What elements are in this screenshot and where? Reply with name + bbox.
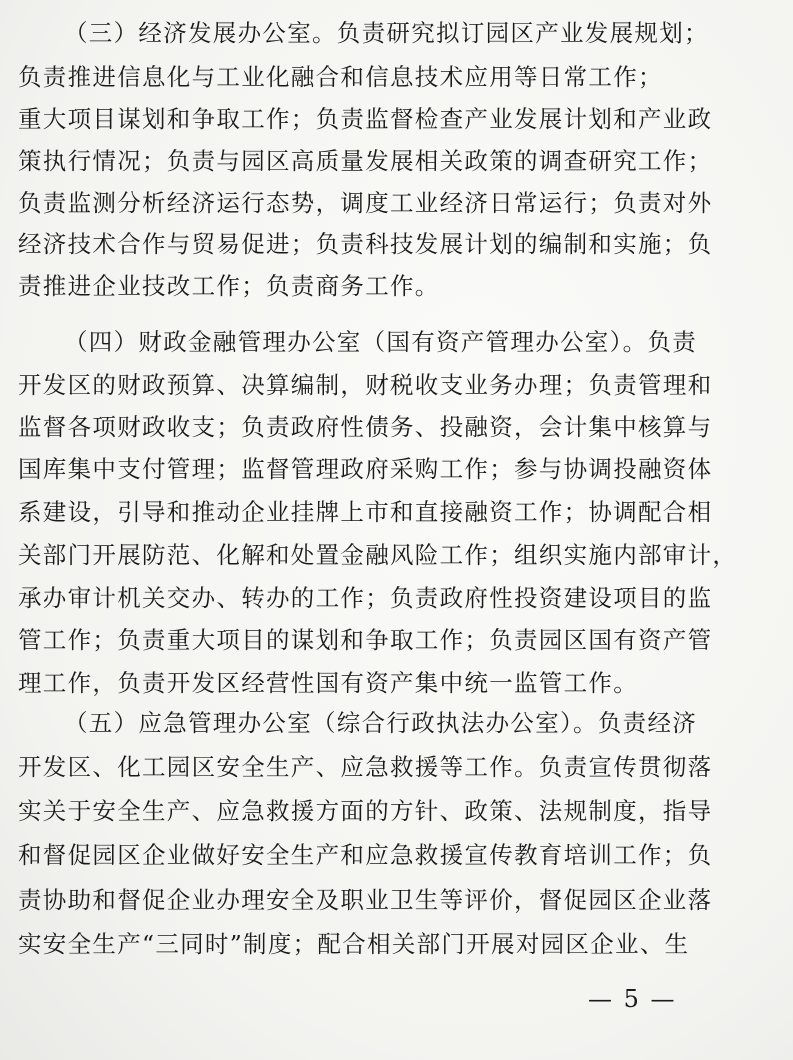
text-line: 负责推进信息化与工业化融合和信息技术应用等日常工作；	[18, 63, 663, 91]
text-line: 开发区的财政预算、决算编制，财税收支业务办理；负责管理和	[18, 371, 713, 399]
text-line: 监督各项财政收支；负责政府性债务、投融资，会计集中核算与	[18, 413, 713, 441]
text-line: 实关于安全生产、应急救援方面的方针、政策、法规制度，指导	[18, 797, 713, 825]
page-number: — 5 —	[588, 985, 677, 1013]
text-line: 实安全生产“三同时”制度；配合相关部门开展对园区企业、生	[18, 930, 690, 958]
section-3-heading-line: （三）经济发展办公室。负责研究拟订园区产业发展规划；	[64, 19, 709, 47]
text-line: 经济技术合作与贸易促进；负责科技发展计划的编制和实施；负	[18, 230, 713, 258]
text-line: 负责监测分析经济运行态势，调度工业经济日常运行；负责对外	[18, 189, 713, 217]
text-line: 责推进企业技改工作；负责商务工作。	[18, 272, 440, 300]
text-line: 系建设，引导和推动企业挂牌上市和直接融资工作；协调配合相	[18, 498, 713, 526]
text-line: 责协助和督促企业办理安全及职业卫生等评价，督促园区企业落	[18, 886, 713, 914]
section-5-heading-line: （五）应急管理办公室（综合行政执法办公室）。负责经济	[64, 709, 698, 737]
text-line: 承办审计机关交办、转办的工作；负责政府性投资建设项目的监	[18, 584, 713, 612]
text-line: 策执行情况；负责与园区高质量发展相关政策的调查研究工作；	[18, 147, 713, 175]
text-line: 开发区、化工园区安全生产、应急救援等工作。负责宣传贯彻落	[18, 753, 713, 781]
section-4-heading-line: （四）财政金融管理办公室（国有资产管理办公室）。负责	[64, 328, 698, 356]
text-line: 重大项目谋划和争取工作；负责监督检查产业发展计划和产业政	[18, 105, 713, 133]
text-line: 和督促园区企业做好安全生产和应急救援宣传教育培训工作；负	[18, 841, 713, 869]
text-line: 国库集中支付管理；监督管理政府采购工作；参与协调投融资体	[18, 455, 713, 483]
text-line: 关部门开展防范、化解和处置金融风险工作；组织实施内部审计，	[18, 541, 738, 569]
text-line: 管工作；负责重大项目的谋划和争取工作；负责园区国有资产管	[18, 626, 713, 654]
text-line: 理工作，负责开发区经营性国有资产集中统一监管工作。	[18, 669, 638, 697]
